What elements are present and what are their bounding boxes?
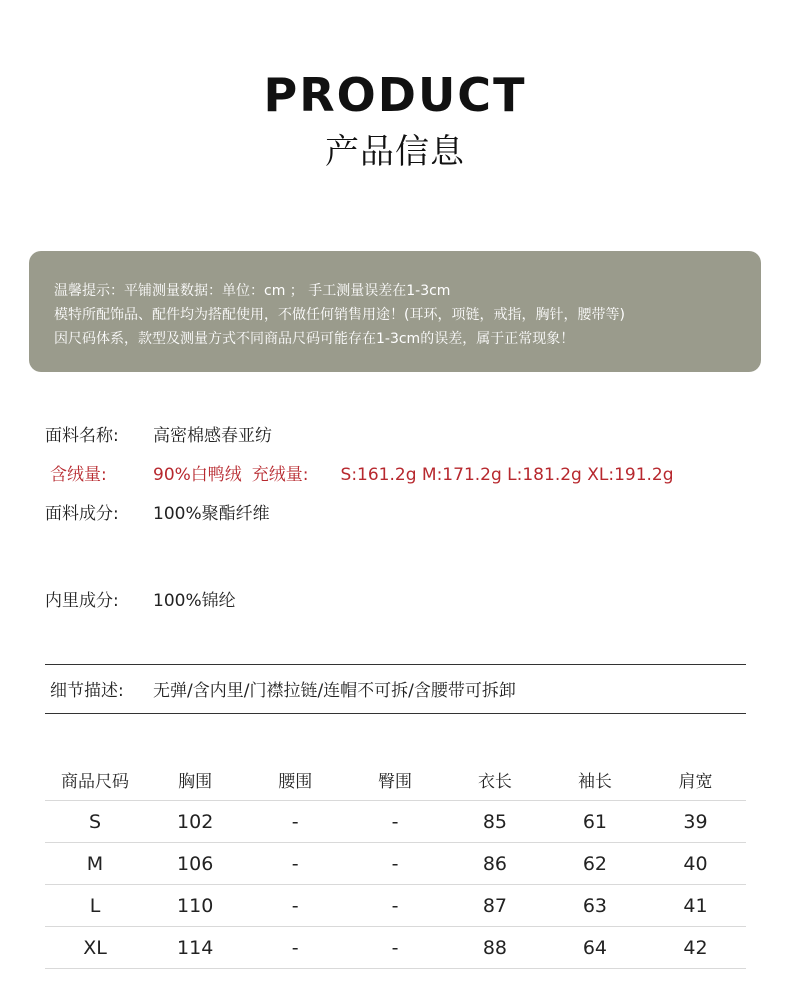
- cell-shoulder: 41: [645, 885, 746, 927]
- page-title-cn: 产品信息: [325, 132, 465, 172]
- cell-chest: 110: [145, 885, 245, 927]
- cell-sleeve: 62: [545, 843, 645, 885]
- cell-chest: 114: [145, 927, 245, 969]
- size-table: [45, 758, 746, 969]
- header-waist: 腰围: [245, 758, 345, 801]
- cell-chest: 106: [145, 843, 245, 885]
- cell-length: 85: [445, 801, 545, 843]
- fabric-row: [45, 421, 272, 446]
- cell-hip: -: [345, 843, 445, 885]
- cell-chest: 102: [145, 801, 245, 843]
- composition-row: [45, 499, 270, 524]
- cell-waist: -: [245, 843, 345, 885]
- cell-shoulder: 39: [645, 801, 746, 843]
- header-length: 衣长: [445, 758, 545, 801]
- fabric-value: 高密棉感春亚纺: [153, 426, 272, 446]
- notice-line-3: 因尺码体系，款型及测量方式不同商品尺码可能存在1-3cm的误差，属于正常现象！: [54, 331, 575, 347]
- cell-sleeve: 61: [545, 801, 645, 843]
- down-label: 含绒量:: [50, 465, 107, 485]
- divider-top: [45, 664, 746, 665]
- cell-size: S: [45, 801, 145, 843]
- cell-length: 88: [445, 927, 545, 969]
- divider-bottom: [45, 713, 746, 714]
- table-row: [45, 927, 746, 969]
- notice-box: [29, 251, 761, 372]
- cell-size: M: [45, 843, 145, 885]
- header-size: 商品尺码: [45, 758, 145, 801]
- cell-hip: -: [345, 885, 445, 927]
- lining-label: 内里成分:: [45, 591, 119, 611]
- cell-hip: -: [345, 927, 445, 969]
- down-value: 90%白鸭绒: [153, 465, 242, 485]
- cell-shoulder: 42: [645, 927, 746, 969]
- notice-line-2: 模特所配饰品、配件均为搭配使用，不做任何销售用途！(耳环，项链，戒指，胸针，腰带等): [54, 307, 625, 323]
- lining-value: 100%锦纶: [153, 591, 236, 611]
- header-chest: 胸围: [145, 758, 245, 801]
- header-shoulder: 肩宽: [645, 758, 746, 801]
- notice-line-1: 温馨提示：平铺测量数据：单位：cm ； 手工测量误差在1-3cm: [54, 283, 451, 299]
- composition-label: 面料成分:: [45, 504, 119, 524]
- cell-waist: -: [245, 927, 345, 969]
- table-row: [45, 843, 746, 885]
- fill-value: S:161.2g M:171.2g L:181.2g XL:191.2g: [340, 465, 674, 485]
- table-row: [45, 885, 746, 927]
- cell-waist: -: [245, 801, 345, 843]
- fabric-label: 面料名称:: [45, 426, 119, 446]
- lining-row: [45, 586, 236, 611]
- cell-size: L: [45, 885, 145, 927]
- cell-length: 87: [445, 885, 545, 927]
- composition-value: 100%聚酯纤维: [153, 504, 270, 524]
- detail-label: 细节描述:: [50, 681, 124, 701]
- cell-sleeve: 64: [545, 927, 645, 969]
- detail-value: 无弹/含内里/门襟拉链/连帽不可拆/含腰带可拆卸: [153, 681, 516, 701]
- page-title-en: PRODUCT: [263, 68, 527, 122]
- cell-hip: -: [345, 801, 445, 843]
- header-sleeve: 袖长: [545, 758, 645, 801]
- table-row: [45, 801, 746, 843]
- cell-sleeve: 63: [545, 885, 645, 927]
- cell-shoulder: 40: [645, 843, 746, 885]
- cell-waist: -: [245, 885, 345, 927]
- down-row: [45, 460, 674, 485]
- cell-length: 86: [445, 843, 545, 885]
- detail-row: [50, 676, 516, 701]
- cell-size: XL: [45, 927, 145, 969]
- size-table-header: [45, 758, 746, 801]
- header-hip: 臀围: [345, 758, 445, 801]
- fill-label: 充绒量:: [251, 465, 309, 485]
